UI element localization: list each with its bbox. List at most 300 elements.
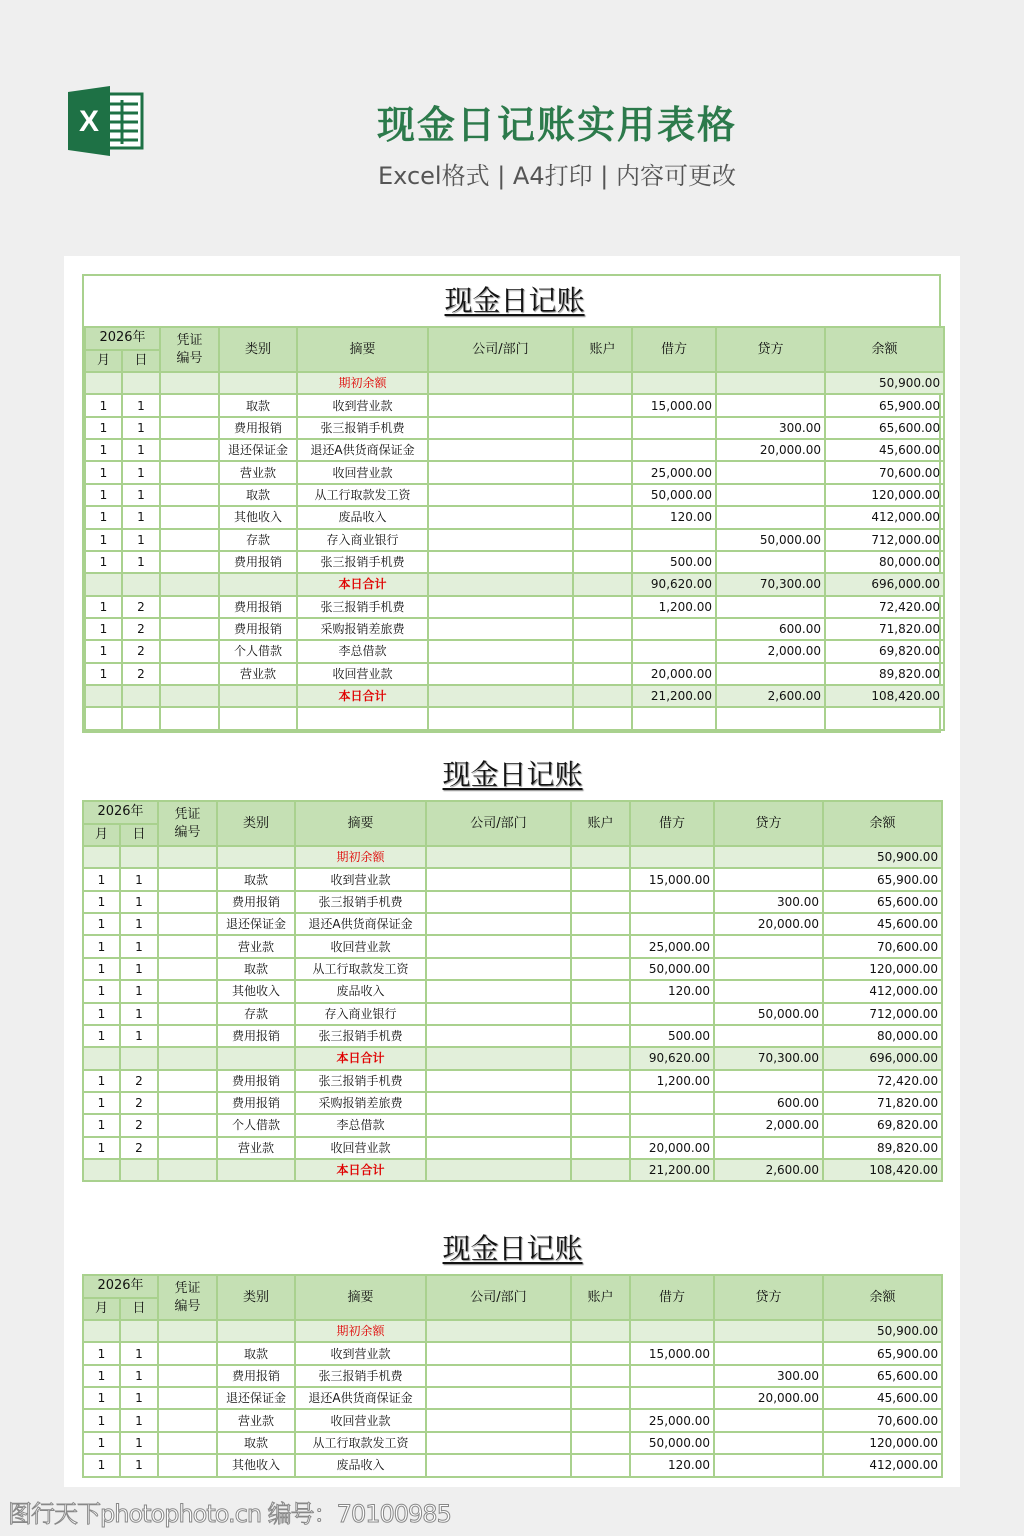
cell-month[interactable]: 1	[85, 640, 122, 662]
cell-day[interactable]	[120, 846, 158, 868]
cell-balance[interactable]: 108,420.00	[825, 685, 944, 707]
cell-company[interactable]	[428, 417, 573, 439]
cell-day[interactable]: 1	[120, 980, 158, 1002]
cell-debit[interactable]	[630, 891, 714, 913]
cell-company[interactable]	[426, 980, 571, 1002]
cell-summary[interactable]: 李总借款	[297, 640, 428, 662]
cell-credit[interactable]	[716, 506, 825, 528]
cell-voucher[interactable]	[160, 551, 219, 573]
cell-summary[interactable]: 本日合计	[297, 573, 428, 595]
cell-month[interactable]: 1	[85, 596, 122, 618]
cell-voucher[interactable]	[160, 529, 219, 551]
cell-voucher[interactable]	[158, 958, 217, 980]
cell-account[interactable]	[573, 484, 632, 506]
cell-month[interactable]: 1	[83, 980, 120, 1002]
cell-debit[interactable]: 50,000.00	[632, 484, 716, 506]
cell-company[interactable]	[428, 506, 573, 528]
cell-balance[interactable]: 72,420.00	[823, 1070, 942, 1092]
cell-debit[interactable]: 120.00	[630, 980, 714, 1002]
cell-account[interactable]	[571, 1342, 630, 1364]
cell-month[interactable]	[85, 372, 122, 394]
cell-voucher[interactable]	[158, 1365, 217, 1387]
cell-summary[interactable]: 退还A供货商保证金	[295, 1387, 426, 1409]
cell-month[interactable]: 1	[83, 1092, 120, 1114]
cell-debit[interactable]	[630, 846, 714, 868]
cell-day[interactable]	[122, 685, 160, 707]
cell-summary[interactable]: 张三报销手机费	[297, 596, 428, 618]
cell-day[interactable]: 1	[120, 1365, 158, 1387]
cell-company[interactable]	[426, 1159, 571, 1181]
cell-balance[interactable]: 120,000.00	[825, 484, 944, 506]
cell-debit[interactable]: 25,000.00	[630, 1409, 714, 1431]
cell-balance[interactable]: 69,820.00	[823, 1114, 942, 1136]
cell-debit[interactable]	[630, 913, 714, 935]
cell-day[interactable]: 1	[122, 529, 160, 551]
cell-debit[interactable]: 500.00	[630, 1025, 714, 1047]
cell-category[interactable]: 取款	[217, 868, 295, 890]
cell-credit[interactable]	[714, 1432, 823, 1454]
cell-category[interactable]: 取款	[217, 1432, 295, 1454]
cell-voucher[interactable]	[160, 372, 219, 394]
cell-day[interactable]	[120, 1047, 158, 1069]
cell-category[interactable]	[219, 685, 297, 707]
cell-category[interactable]: 退还保证金	[217, 1387, 295, 1409]
cell-day[interactable]: 1	[120, 1342, 158, 1364]
cell-balance[interactable]: 696,000.00	[823, 1047, 942, 1069]
cell-balance[interactable]: 70,600.00	[825, 461, 944, 483]
cell-voucher[interactable]	[158, 1159, 217, 1181]
cell-category[interactable]: 费用报销	[217, 1365, 295, 1387]
cell-month[interactable]: 1	[83, 1070, 120, 1092]
cell-voucher[interactable]	[158, 1114, 217, 1136]
cell-day[interactable]: 2	[122, 596, 160, 618]
cell-company[interactable]	[428, 685, 573, 707]
cell-month[interactable]	[83, 846, 120, 868]
cell-month[interactable]: 1	[85, 618, 122, 640]
cell-debit[interactable]: 15,000.00	[630, 1342, 714, 1364]
cell-summary[interactable]: 期初余额	[297, 372, 428, 394]
cell-summary[interactable]: 张三报销手机费	[297, 551, 428, 573]
cell-month[interactable]: 1	[85, 417, 122, 439]
cell-debit[interactable]: 120.00	[632, 506, 716, 528]
cell-voucher[interactable]	[160, 596, 219, 618]
cell-category[interactable]: 取款	[219, 394, 297, 416]
cell-voucher[interactable]	[160, 506, 219, 528]
cell-voucher[interactable]	[160, 707, 219, 729]
cell-company[interactable]	[426, 1432, 571, 1454]
cell-summary[interactable]: 收回营业款	[297, 663, 428, 685]
cell-account[interactable]	[571, 913, 630, 935]
cell-debit[interactable]	[632, 618, 716, 640]
cell-company[interactable]	[426, 935, 571, 957]
cell-credit[interactable]	[716, 707, 825, 729]
cell-debit[interactable]	[632, 417, 716, 439]
cell-credit[interactable]	[714, 1409, 823, 1431]
cell-category[interactable]	[217, 846, 295, 868]
cell-day[interactable]: 1	[122, 394, 160, 416]
cell-credit[interactable]	[716, 551, 825, 573]
cell-credit[interactable]	[714, 1070, 823, 1092]
cell-account[interactable]	[571, 935, 630, 957]
cell-debit[interactable]	[630, 1092, 714, 1114]
cell-summary[interactable]	[297, 707, 428, 729]
cell-category[interactable]: 取款	[217, 1342, 295, 1364]
cell-company[interactable]	[426, 1114, 571, 1136]
cell-voucher[interactable]	[158, 1342, 217, 1364]
cell-day[interactable]	[122, 372, 160, 394]
cell-category[interactable]	[217, 1320, 295, 1342]
cell-company[interactable]	[428, 596, 573, 618]
cell-balance[interactable]: 50,900.00	[823, 846, 942, 868]
cell-credit[interactable]: 600.00	[714, 1092, 823, 1114]
cell-day[interactable]	[120, 1159, 158, 1181]
cell-day[interactable]: 1	[120, 868, 158, 890]
cell-summary[interactable]: 收回营业款	[297, 461, 428, 483]
cell-day[interactable]: 2	[122, 663, 160, 685]
cell-balance[interactable]: 80,000.00	[823, 1025, 942, 1047]
cell-balance[interactable]: 65,600.00	[825, 417, 944, 439]
cell-voucher[interactable]	[158, 980, 217, 1002]
cell-credit[interactable]	[714, 1137, 823, 1159]
cell-category[interactable]: 费用报销	[217, 1092, 295, 1114]
cell-summary[interactable]: 存入商业银行	[297, 529, 428, 551]
cell-company[interactable]	[428, 394, 573, 416]
cell-category[interactable]	[217, 1159, 295, 1181]
cell-voucher[interactable]	[158, 913, 217, 935]
cell-debit[interactable]: 21,200.00	[630, 1159, 714, 1181]
cell-balance[interactable]: 69,820.00	[825, 640, 944, 662]
cell-voucher[interactable]	[160, 417, 219, 439]
cell-category[interactable]: 费用报销	[219, 596, 297, 618]
cell-credit[interactable]: 300.00	[714, 891, 823, 913]
cell-debit[interactable]	[632, 439, 716, 461]
cell-day[interactable]	[120, 1320, 158, 1342]
cell-debit[interactable]: 25,000.00	[632, 461, 716, 483]
cell-account[interactable]	[573, 707, 632, 729]
cell-category[interactable]: 退还保证金	[219, 439, 297, 461]
cell-month[interactable]: 1	[85, 394, 122, 416]
cell-account[interactable]	[573, 640, 632, 662]
cell-account[interactable]	[571, 1432, 630, 1454]
cell-balance[interactable]: 412,000.00	[823, 1454, 942, 1476]
cell-balance[interactable]: 72,420.00	[825, 596, 944, 618]
cell-balance[interactable]: 108,420.00	[823, 1159, 942, 1181]
cell-summary[interactable]: 本日合计	[297, 685, 428, 707]
cell-credit[interactable]: 2,600.00	[716, 685, 825, 707]
cell-credit[interactable]: 2,000.00	[714, 1114, 823, 1136]
cell-debit[interactable]: 1,200.00	[632, 596, 716, 618]
cell-summary[interactable]: 收到营业款	[295, 868, 426, 890]
cell-summary[interactable]: 从工行取款发工资	[297, 484, 428, 506]
cell-balance[interactable]: 45,600.00	[823, 1387, 942, 1409]
cell-credit[interactable]	[716, 461, 825, 483]
cell-balance[interactable]: 70,600.00	[823, 935, 942, 957]
cell-account[interactable]	[573, 461, 632, 483]
cell-summary[interactable]: 收回营业款	[295, 935, 426, 957]
cell-day[interactable]	[122, 707, 160, 729]
cell-day[interactable]: 1	[120, 958, 158, 980]
cell-voucher[interactable]	[158, 868, 217, 890]
cell-company[interactable]	[428, 551, 573, 573]
cell-balance[interactable]: 65,600.00	[823, 891, 942, 913]
cell-voucher[interactable]	[158, 935, 217, 957]
cell-balance[interactable]: 45,600.00	[823, 913, 942, 935]
cell-summary[interactable]: 张三报销手机费	[295, 1025, 426, 1047]
cell-category[interactable]: 个人借款	[217, 1114, 295, 1136]
cell-debit[interactable]	[632, 707, 716, 729]
cell-company[interactable]	[428, 640, 573, 662]
cell-summary[interactable]: 张三报销手机费	[297, 417, 428, 439]
cell-balance[interactable]: 45,600.00	[825, 439, 944, 461]
cell-account[interactable]	[573, 529, 632, 551]
cell-account[interactable]	[571, 1114, 630, 1136]
cell-summary[interactable]: 废品收入	[297, 506, 428, 528]
cell-debit[interactable]	[630, 1114, 714, 1136]
cell-credit[interactable]: 2,600.00	[714, 1159, 823, 1181]
cell-category[interactable]: 费用报销	[217, 1070, 295, 1092]
cell-month[interactable]	[85, 573, 122, 595]
cell-debit[interactable]: 90,620.00	[630, 1047, 714, 1069]
cell-month[interactable]: 1	[83, 958, 120, 980]
cell-category[interactable]: 费用报销	[219, 551, 297, 573]
cell-debit[interactable]: 15,000.00	[632, 394, 716, 416]
cell-debit[interactable]: 50,000.00	[630, 1432, 714, 1454]
cell-month[interactable]: 1	[83, 1114, 120, 1136]
cell-company[interactable]	[428, 529, 573, 551]
cell-voucher[interactable]	[158, 1454, 217, 1476]
cell-month[interactable]: 1	[83, 868, 120, 890]
cell-account[interactable]	[571, 958, 630, 980]
cell-debit[interactable]: 20,000.00	[632, 663, 716, 685]
cell-company[interactable]	[428, 707, 573, 729]
cell-month[interactable]: 1	[83, 913, 120, 935]
cell-day[interactable]: 1	[122, 461, 160, 483]
cell-summary[interactable]: 期初余额	[295, 1320, 426, 1342]
cell-month[interactable]: 1	[85, 484, 122, 506]
cell-month[interactable]: 1	[83, 1137, 120, 1159]
cell-debit[interactable]	[632, 372, 716, 394]
cell-category[interactable]	[217, 1047, 295, 1069]
cell-day[interactable]: 1	[122, 506, 160, 528]
cell-category[interactable]: 其他收入	[217, 1454, 295, 1476]
cell-credit[interactable]	[714, 1025, 823, 1047]
cell-month[interactable]: 1	[83, 1342, 120, 1364]
cell-account[interactable]	[571, 1070, 630, 1092]
cell-category[interactable]: 营业款	[219, 663, 297, 685]
cell-credit[interactable]: 20,000.00	[714, 913, 823, 935]
cell-debit[interactable]	[630, 1320, 714, 1342]
cell-voucher[interactable]	[158, 1047, 217, 1069]
cell-day[interactable]: 1	[122, 417, 160, 439]
cell-account[interactable]	[573, 596, 632, 618]
cell-credit[interactable]	[714, 935, 823, 957]
cell-day[interactable]: 1	[120, 891, 158, 913]
cell-category[interactable]: 费用报销	[219, 417, 297, 439]
cell-company[interactable]	[426, 846, 571, 868]
cell-balance[interactable]: 50,900.00	[825, 372, 944, 394]
cell-account[interactable]	[571, 1159, 630, 1181]
cell-credit[interactable]: 50,000.00	[716, 529, 825, 551]
cell-debit[interactable]	[630, 1365, 714, 1387]
cell-summary[interactable]: 张三报销手机费	[295, 1070, 426, 1092]
cell-company[interactable]	[426, 1320, 571, 1342]
cell-company[interactable]	[426, 868, 571, 890]
cell-category[interactable]: 营业款	[219, 461, 297, 483]
cell-account[interactable]	[573, 372, 632, 394]
cell-summary[interactable]: 本日合计	[295, 1159, 426, 1181]
cell-company[interactable]	[426, 1070, 571, 1092]
cell-day[interactable]	[122, 573, 160, 595]
cell-debit[interactable]: 15,000.00	[630, 868, 714, 890]
cell-credit[interactable]	[716, 394, 825, 416]
cell-category[interactable]: 营业款	[217, 1137, 295, 1159]
cell-balance[interactable]: 89,820.00	[825, 663, 944, 685]
cell-debit[interactable]: 500.00	[632, 551, 716, 573]
cell-company[interactable]	[426, 913, 571, 935]
cell-day[interactable]: 1	[120, 1003, 158, 1025]
cell-day[interactable]: 2	[120, 1114, 158, 1136]
cell-day[interactable]: 2	[122, 618, 160, 640]
cell-credit[interactable]	[714, 846, 823, 868]
cell-debit[interactable]: 25,000.00	[630, 935, 714, 957]
cell-account[interactable]	[571, 980, 630, 1002]
cell-summary[interactable]: 期初余额	[295, 846, 426, 868]
cell-balance[interactable]: 71,820.00	[825, 618, 944, 640]
cell-balance[interactable]: 71,820.00	[823, 1092, 942, 1114]
cell-company[interactable]	[426, 1092, 571, 1114]
cell-account[interactable]	[571, 1025, 630, 1047]
cell-credit[interactable]: 50,000.00	[714, 1003, 823, 1025]
cell-company[interactable]	[426, 1003, 571, 1025]
cell-company[interactable]	[426, 1365, 571, 1387]
cell-summary[interactable]: 张三报销手机费	[295, 1365, 426, 1387]
cell-company[interactable]	[426, 1454, 571, 1476]
cell-credit[interactable]	[714, 1342, 823, 1364]
cell-category[interactable]: 个人借款	[219, 640, 297, 662]
cell-voucher[interactable]	[158, 891, 217, 913]
cell-company[interactable]	[426, 1387, 571, 1409]
cell-company[interactable]	[428, 618, 573, 640]
cell-voucher[interactable]	[158, 1025, 217, 1047]
cell-category[interactable]	[219, 372, 297, 394]
cell-credit[interactable]	[714, 868, 823, 890]
cell-account[interactable]	[573, 618, 632, 640]
cell-summary[interactable]: 废品收入	[295, 980, 426, 1002]
cell-category[interactable]: 营业款	[217, 935, 295, 957]
cell-company[interactable]	[426, 1137, 571, 1159]
cell-summary[interactable]: 废品收入	[295, 1454, 426, 1476]
cell-credit[interactable]	[714, 980, 823, 1002]
cell-summary[interactable]: 收到营业款	[295, 1342, 426, 1364]
cell-balance[interactable]: 712,000.00	[823, 1003, 942, 1025]
cell-account[interactable]	[573, 394, 632, 416]
cell-credit[interactable]	[716, 596, 825, 618]
cell-month[interactable]: 1	[85, 439, 122, 461]
cell-company[interactable]	[428, 461, 573, 483]
cell-credit[interactable]	[716, 372, 825, 394]
cell-credit[interactable]	[714, 1454, 823, 1476]
cell-balance[interactable]: 696,000.00	[825, 573, 944, 595]
cell-credit[interactable]: 600.00	[716, 618, 825, 640]
cell-credit[interactable]: 70,300.00	[716, 573, 825, 595]
cell-credit[interactable]: 2,000.00	[716, 640, 825, 662]
cell-month[interactable]: 1	[83, 1025, 120, 1047]
cell-summary[interactable]: 退还A供货商保证金	[295, 913, 426, 935]
cell-month[interactable]: 1	[83, 1409, 120, 1431]
cell-voucher[interactable]	[158, 1003, 217, 1025]
cell-company[interactable]	[426, 958, 571, 980]
cell-account[interactable]	[571, 868, 630, 890]
cell-balance[interactable]: 65,600.00	[823, 1365, 942, 1387]
cell-account[interactable]	[573, 506, 632, 528]
cell-account[interactable]	[571, 846, 630, 868]
cell-account[interactable]	[571, 1387, 630, 1409]
cell-month[interactable]: 1	[85, 506, 122, 528]
cell-account[interactable]	[571, 1365, 630, 1387]
cell-account[interactable]	[573, 417, 632, 439]
cell-credit[interactable]: 300.00	[714, 1365, 823, 1387]
cell-debit[interactable]: 50,000.00	[630, 958, 714, 980]
cell-balance[interactable]: 120,000.00	[823, 1432, 942, 1454]
cell-credit[interactable]: 300.00	[716, 417, 825, 439]
cell-voucher[interactable]	[158, 1432, 217, 1454]
cell-credit[interactable]: 20,000.00	[716, 439, 825, 461]
cell-month[interactable]	[83, 1047, 120, 1069]
cell-debit[interactable]: 90,620.00	[632, 573, 716, 595]
cell-balance[interactable]: 412,000.00	[823, 980, 942, 1002]
cell-category[interactable]: 其他收入	[217, 980, 295, 1002]
cell-balance[interactable]: 65,900.00	[823, 868, 942, 890]
cell-account[interactable]	[573, 573, 632, 595]
cell-balance[interactable]: 65,900.00	[823, 1342, 942, 1364]
cell-credit[interactable]	[716, 663, 825, 685]
cell-voucher[interactable]	[160, 394, 219, 416]
cell-balance[interactable]: 80,000.00	[825, 551, 944, 573]
cell-summary[interactable]: 张三报销手机费	[295, 891, 426, 913]
cell-category[interactable]: 营业款	[217, 1409, 295, 1431]
cell-day[interactable]: 2	[120, 1092, 158, 1114]
cell-summary[interactable]: 本日合计	[295, 1047, 426, 1069]
cell-credit[interactable]	[714, 1320, 823, 1342]
cell-company[interactable]	[428, 439, 573, 461]
cell-category[interactable]: 取款	[217, 958, 295, 980]
cell-account[interactable]	[571, 1003, 630, 1025]
cell-balance[interactable]: 50,900.00	[823, 1320, 942, 1342]
cell-credit[interactable]	[716, 484, 825, 506]
cell-day[interactable]: 1	[120, 1432, 158, 1454]
cell-month[interactable]: 1	[83, 1365, 120, 1387]
cell-account[interactable]	[571, 1409, 630, 1431]
cell-debit[interactable]	[632, 529, 716, 551]
cell-company[interactable]	[428, 663, 573, 685]
cell-month[interactable]: 1	[83, 1387, 120, 1409]
cell-company[interactable]	[428, 372, 573, 394]
cell-month[interactable]: 1	[83, 891, 120, 913]
cell-account[interactable]	[571, 1092, 630, 1114]
cell-account[interactable]	[571, 891, 630, 913]
cell-category[interactable]: 退还保证金	[217, 913, 295, 935]
cell-summary[interactable]: 退还A供货商保证金	[297, 439, 428, 461]
cell-month[interactable]	[85, 685, 122, 707]
cell-balance[interactable]: 70,600.00	[823, 1409, 942, 1431]
cell-day[interactable]: 2	[120, 1137, 158, 1159]
cell-debit[interactable]: 120.00	[630, 1454, 714, 1476]
cell-voucher[interactable]	[160, 439, 219, 461]
cell-voucher[interactable]	[160, 484, 219, 506]
cell-company[interactable]	[428, 573, 573, 595]
cell-voucher[interactable]	[160, 663, 219, 685]
cell-category[interactable]: 费用报销	[219, 618, 297, 640]
